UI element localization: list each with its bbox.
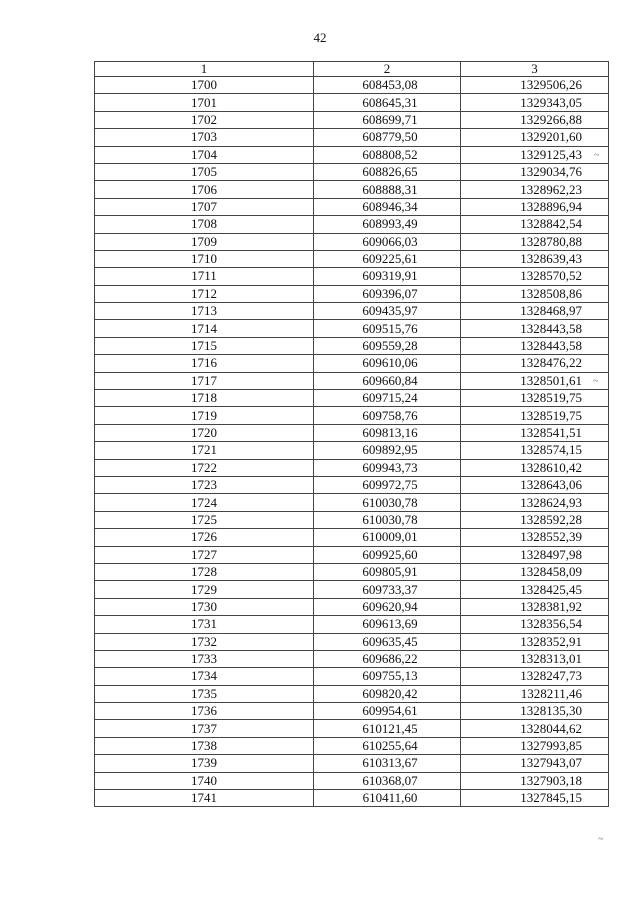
point-number-cell: 1722 [95,459,314,476]
y-coordinate-cell: 1329343,05 [461,94,609,111]
x-coordinate-cell: 609225,61 [314,250,461,267]
y-coordinate-cell: 1328639,43 [461,250,609,267]
x-coordinate-cell: 609635,45 [314,633,461,650]
x-coordinate-cell: 608645,31 [314,94,461,111]
point-number-cell: 1714 [95,320,314,337]
point-number-cell: 1730 [95,598,314,615]
x-coordinate-cell: 609758,76 [314,407,461,424]
table-row [95,94,609,111]
y-coordinate-cell: 1328541,51 [461,424,609,441]
point-number-cell: 1713 [95,303,314,320]
point-number-cell: 1728 [95,563,314,580]
y-coordinate-cell: 1328211,46 [461,685,609,702]
point-number-cell: 1740 [95,772,314,789]
point-number-cell: 1726 [95,529,314,546]
y-coordinate-cell: 1328247,73 [461,668,609,685]
x-coordinate-cell: 609613,69 [314,616,461,633]
x-coordinate-cell: 610030,78 [314,511,461,528]
x-coordinate-cell: 609820,42 [314,685,461,702]
table-row [95,163,609,180]
x-coordinate-cell: 608779,50 [314,129,461,146]
point-number-cell: 1738 [95,737,314,754]
point-number-cell: 1731 [95,616,314,633]
table-row [95,650,609,667]
y-coordinate-cell: 1328643,06 [461,476,609,493]
x-coordinate-cell: 609435,97 [314,303,461,320]
point-number-cell: 1741 [95,790,314,807]
x-coordinate-cell: 609813,16 [314,424,461,441]
y-coordinate-cell: 1328624,93 [461,494,609,511]
scan-mark: ~ [598,834,604,845]
point-number-cell: 1727 [95,546,314,563]
x-coordinate-cell: 609515,76 [314,320,461,337]
table-row [95,790,609,807]
y-coordinate-cell: 1329266,88 [461,111,609,128]
x-coordinate-cell: 608826,65 [314,163,461,180]
table-row [95,633,609,650]
x-coordinate-cell: 608808,52 [314,146,461,163]
point-number-cell: 1737 [95,720,314,737]
x-coordinate-cell: 608993,49 [314,216,461,233]
table-row [95,459,609,476]
y-coordinate-cell: 1328896,94 [461,198,609,215]
x-coordinate-cell: 609805,91 [314,563,461,580]
table-row [95,720,609,737]
table-row [95,563,609,580]
x-coordinate-cell: 608453,08 [314,77,461,94]
point-number-cell: 1707 [95,198,314,215]
column-header-1: 1 [95,62,314,77]
x-coordinate-cell: 609972,75 [314,476,461,493]
point-number-cell: 1716 [95,355,314,372]
point-number-cell: 1739 [95,755,314,772]
y-coordinate-cell: 1328519,75 [461,407,609,424]
point-number-cell: 1702 [95,111,314,128]
y-coordinate-cell: 1328425,45 [461,581,609,598]
scan-mark: ~ [593,376,599,387]
point-number-cell: 1701 [95,94,314,111]
y-coordinate-cell: 1328468,97 [461,303,609,320]
table-row [95,268,609,285]
y-coordinate-cell: 1328508,86 [461,285,609,302]
x-coordinate-cell: 609715,24 [314,390,461,407]
table-row [95,390,609,407]
y-coordinate-cell: 1329125,43 [461,146,609,163]
x-coordinate-cell: 608888,31 [314,181,461,198]
table-row [95,772,609,789]
point-number-cell: 1706 [95,181,314,198]
x-coordinate-cell: 609686,22 [314,650,461,667]
y-coordinate-cell: 1327845,15 [461,790,609,807]
table-row [95,424,609,441]
table-row [95,442,609,459]
table-row [95,546,609,563]
x-coordinate-cell: 610411,60 [314,790,461,807]
table-row [95,511,609,528]
x-coordinate-cell: 609610,06 [314,355,461,372]
y-coordinate-cell: 1328352,91 [461,633,609,650]
x-coordinate-cell: 610313,67 [314,755,461,772]
y-coordinate-cell: 1328458,09 [461,563,609,580]
table-row [95,77,609,94]
point-number-cell: 1709 [95,233,314,250]
table-row [95,303,609,320]
point-number-cell: 1704 [95,146,314,163]
y-coordinate-cell: 1328443,58 [461,337,609,354]
point-number-cell: 1732 [95,633,314,650]
point-number-cell: 1729 [95,581,314,598]
x-coordinate-cell: 609660,84 [314,372,461,389]
y-coordinate-cell: 1328476,22 [461,355,609,372]
x-coordinate-cell: 609559,28 [314,337,461,354]
table-row [95,372,609,389]
y-coordinate-cell: 1328313,01 [461,650,609,667]
table-row [95,129,609,146]
y-coordinate-cell: 1327993,85 [461,737,609,754]
x-coordinate-cell: 609319,91 [314,268,461,285]
y-coordinate-cell: 1328356,54 [461,616,609,633]
table-row [95,320,609,337]
x-coordinate-cell: 608946,34 [314,198,461,215]
point-number-cell: 1703 [95,129,314,146]
point-number-cell: 1725 [95,511,314,528]
point-number-cell: 1715 [95,337,314,354]
x-coordinate-cell: 610030,78 [314,494,461,511]
table-row [95,250,609,267]
y-coordinate-cell: 1328497,98 [461,546,609,563]
table-row [95,285,609,302]
table-row [95,355,609,372]
table-row [95,737,609,754]
y-coordinate-cell: 1328570,52 [461,268,609,285]
y-coordinate-cell: 1328610,42 [461,459,609,476]
y-coordinate-cell: 1329506,26 [461,77,609,94]
point-number-cell: 1724 [95,494,314,511]
table-row [95,668,609,685]
point-number-cell: 1723 [95,476,314,493]
page-number: 42 [313,30,327,45]
table-row [95,685,609,702]
point-number-cell: 1721 [95,442,314,459]
table-row [95,703,609,720]
x-coordinate-cell: 608699,71 [314,111,461,128]
point-number-cell: 1717 [95,372,314,389]
point-number-cell: 1735 [95,685,314,702]
y-coordinate-cell: 1328519,75 [461,390,609,407]
x-coordinate-cell: 609733,37 [314,581,461,598]
column-header-2: 2 [314,62,461,77]
table-header [95,62,609,77]
x-coordinate-cell: 609620,94 [314,598,461,615]
y-coordinate-cell: 1328962,23 [461,181,609,198]
table-row [95,198,609,215]
x-coordinate-cell: 610009,01 [314,529,461,546]
y-coordinate-cell: 1329201,60 [461,129,609,146]
table-row [95,529,609,546]
y-coordinate-cell: 1328574,15 [461,442,609,459]
point-number-cell: 1720 [95,424,314,441]
y-coordinate-cell: 1328381,92 [461,598,609,615]
y-coordinate-cell: 1328135,30 [461,703,609,720]
table-row [95,216,609,233]
table-row [95,476,609,493]
y-coordinate-cell: 1327943,07 [461,755,609,772]
x-coordinate-cell: 609943,73 [314,459,461,476]
x-coordinate-cell: 610255,64 [314,737,461,754]
y-coordinate-cell: 1328780,88 [461,233,609,250]
y-coordinate-cell: 1328552,39 [461,529,609,546]
point-number-cell: 1733 [95,650,314,667]
point-number-cell: 1711 [95,268,314,285]
table-row [95,581,609,598]
y-coordinate-cell: 1328842,54 [461,216,609,233]
x-coordinate-cell: 609954,61 [314,703,461,720]
coordinates-table [94,61,609,807]
x-coordinate-cell: 609066,03 [314,233,461,250]
x-coordinate-cell: 609755,13 [314,668,461,685]
x-coordinate-cell: 609925,60 [314,546,461,563]
table-row [95,233,609,250]
point-number-cell: 1712 [95,285,314,302]
y-coordinate-cell: 1328501,61 [461,372,609,389]
point-number-cell: 1736 [95,703,314,720]
point-number-cell: 1719 [95,407,314,424]
point-number-cell: 1734 [95,668,314,685]
table-row [95,181,609,198]
table-body [95,77,609,807]
header-row [95,62,609,77]
x-coordinate-cell: 609892,95 [314,442,461,459]
column-header-3: 3 [461,62,609,77]
table-row [95,755,609,772]
x-coordinate-cell: 609396,07 [314,285,461,302]
y-coordinate-cell: 1328443,58 [461,320,609,337]
point-number-cell: 1700 [95,77,314,94]
y-coordinate-cell: 1328044,62 [461,720,609,737]
coordinates-table-container [94,61,608,807]
point-number-cell: 1710 [95,250,314,267]
y-coordinate-cell: 1327903,18 [461,772,609,789]
table-row [95,337,609,354]
point-number-cell: 1705 [95,163,314,180]
y-coordinate-cell: 1328592,28 [461,511,609,528]
x-coordinate-cell: 610121,45 [314,720,461,737]
table-row [95,146,609,163]
point-number-cell: 1718 [95,390,314,407]
point-number-cell: 1708 [95,216,314,233]
y-coordinate-cell: 1329034,76 [461,163,609,180]
table-row [95,616,609,633]
table-row [95,494,609,511]
table-row [95,598,609,615]
table-row [95,407,609,424]
table-row [95,111,609,128]
scan-mark: ~ [594,150,600,161]
x-coordinate-cell: 610368,07 [314,772,461,789]
